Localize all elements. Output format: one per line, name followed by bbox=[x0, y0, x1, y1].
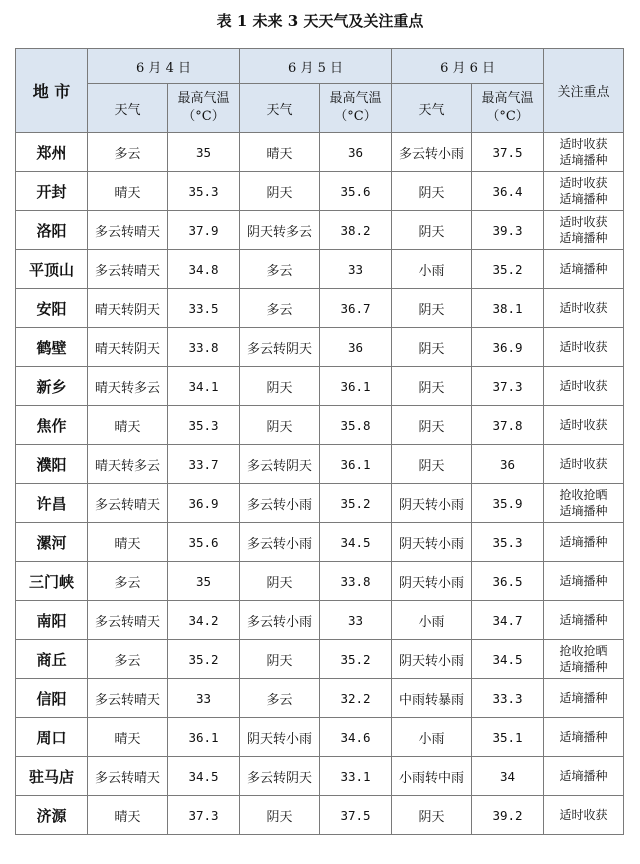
tmax-cell: 36 bbox=[320, 133, 392, 172]
weather-cell: 阴天 bbox=[392, 796, 472, 835]
weather-cell: 阴天转小雨 bbox=[240, 718, 320, 757]
city-cell: 三门峡 bbox=[16, 562, 88, 601]
tmax-cell: 33.8 bbox=[320, 562, 392, 601]
tmax-cell: 33.1 bbox=[320, 757, 392, 796]
city-cell: 周口 bbox=[16, 718, 88, 757]
table-title: 表 1 未来 3 天天气及关注重点 bbox=[216, 12, 424, 30]
focus-item: 适墒播种 bbox=[559, 574, 608, 588]
tmax-cell: 39.2 bbox=[472, 796, 544, 835]
table-row bbox=[16, 796, 624, 835]
weather-cell: 多云 bbox=[88, 133, 168, 172]
tmax-cell: 34.6 bbox=[320, 718, 392, 757]
focus-cell bbox=[544, 250, 624, 289]
tmax-cell: 34.5 bbox=[320, 523, 392, 562]
weather-cell: 阴天转小雨 bbox=[392, 562, 472, 601]
tmax-subheader: 最高气温 （°C） bbox=[168, 84, 240, 133]
focus-cell bbox=[544, 484, 624, 523]
tmax-cell: 34.5 bbox=[472, 640, 544, 679]
focus-cell bbox=[544, 211, 624, 250]
table-row bbox=[16, 172, 624, 211]
weather-subheader: 天气 bbox=[88, 84, 168, 133]
city-cell: 平顶山 bbox=[16, 250, 88, 289]
tmax-subheader: 最高气温 （°C） bbox=[472, 84, 544, 133]
table-row bbox=[16, 133, 624, 172]
city-cell: 南阳 bbox=[16, 601, 88, 640]
weather-cell: 小雨 bbox=[392, 718, 472, 757]
weather-cell: 晴天 bbox=[88, 523, 168, 562]
weather-cell: 多云转晴天 bbox=[88, 484, 168, 523]
weather-cell: 阴天 bbox=[392, 367, 472, 406]
weather-cell: 晴天 bbox=[240, 133, 320, 172]
weather-cell: 晴天 bbox=[88, 172, 168, 211]
weather-cell: 晴天转多云 bbox=[88, 445, 168, 484]
focus-item: 适墒播种 bbox=[559, 504, 608, 518]
weather-cell: 多云 bbox=[240, 679, 320, 718]
weather-cell: 多云 bbox=[88, 562, 168, 601]
weather-cell: 阴天 bbox=[392, 172, 472, 211]
weather-cell: 晴天 bbox=[88, 718, 168, 757]
focus-cell bbox=[544, 796, 624, 835]
weather-cell: 阴天 bbox=[392, 406, 472, 445]
weather-cell: 阴天转小雨 bbox=[392, 484, 472, 523]
tmax-cell: 36.1 bbox=[320, 367, 392, 406]
weather-table bbox=[15, 48, 624, 835]
focus-item: 抢收抢晒 bbox=[559, 644, 608, 658]
weather-cell: 多云转小雨 bbox=[240, 484, 320, 523]
table-row bbox=[16, 757, 624, 796]
focus-cell bbox=[544, 601, 624, 640]
focus-item: 适时收获 bbox=[559, 301, 608, 315]
weather-cell: 小雨 bbox=[392, 601, 472, 640]
focus-cell bbox=[544, 640, 624, 679]
day-header-jun5: 6 月 5 日 bbox=[240, 49, 392, 84]
tmax-cell: 36 bbox=[472, 445, 544, 484]
weather-cell: 晴天转阴天 bbox=[88, 289, 168, 328]
weather-cell: 阴天转小雨 bbox=[392, 640, 472, 679]
tmax-cell: 36.1 bbox=[320, 445, 392, 484]
city-cell: 鹤壁 bbox=[16, 328, 88, 367]
table-row bbox=[16, 211, 624, 250]
weather-cell: 多云转小雨 bbox=[240, 601, 320, 640]
focus-item: 适墒播种 bbox=[559, 730, 608, 744]
weather-cell: 阴天 bbox=[240, 796, 320, 835]
weather-cell: 多云转小雨 bbox=[240, 523, 320, 562]
tmax-cell: 33 bbox=[168, 679, 240, 718]
focus-cell bbox=[544, 406, 624, 445]
weather-cell: 多云转晴天 bbox=[88, 601, 168, 640]
focus-item: 适时收获 bbox=[559, 379, 608, 393]
tmax-cell: 34.7 bbox=[472, 601, 544, 640]
tmax-cell: 35.2 bbox=[472, 250, 544, 289]
focus-item: 适墒播种 bbox=[559, 192, 608, 206]
focus-item: 适墒播种 bbox=[559, 262, 608, 276]
weather-cell: 阴天 bbox=[392, 289, 472, 328]
weather-cell: 阴天 bbox=[240, 172, 320, 211]
weather-cell: 中雨转暴雨 bbox=[392, 679, 472, 718]
table-row bbox=[16, 562, 624, 601]
weather-cell: 多云转阴天 bbox=[240, 328, 320, 367]
weather-cell: 晴天转阴天 bbox=[88, 328, 168, 367]
weather-cell: 多云 bbox=[240, 250, 320, 289]
weather-subheader: 天气 bbox=[392, 84, 472, 133]
weather-cell: 阴天 bbox=[392, 211, 472, 250]
weather-cell: 阴天转小雨 bbox=[392, 523, 472, 562]
city-cell: 焦作 bbox=[16, 406, 88, 445]
tmax-cell: 35.3 bbox=[168, 172, 240, 211]
focus-cell bbox=[544, 718, 624, 757]
tmax-cell: 34.1 bbox=[168, 367, 240, 406]
focus-cell bbox=[544, 328, 624, 367]
focus-cell bbox=[544, 367, 624, 406]
tmax-cell: 37.5 bbox=[472, 133, 544, 172]
weather-cell: 晴天 bbox=[88, 796, 168, 835]
focus-cell bbox=[544, 133, 624, 172]
table-row bbox=[16, 367, 624, 406]
table-row bbox=[16, 601, 624, 640]
city-cell: 济源 bbox=[16, 796, 88, 835]
focus-column-header: 关注重点 bbox=[544, 49, 624, 133]
tmax-cell: 36 bbox=[320, 328, 392, 367]
tmax-cell: 33.7 bbox=[168, 445, 240, 484]
tmax-cell: 36.4 bbox=[472, 172, 544, 211]
weather-cell: 阴天 bbox=[392, 328, 472, 367]
tmax-cell: 35.6 bbox=[320, 172, 392, 211]
table-row bbox=[16, 328, 624, 367]
weather-cell: 阴天 bbox=[392, 445, 472, 484]
tmax-cell: 35 bbox=[168, 133, 240, 172]
table-row bbox=[16, 679, 624, 718]
tmax-cell: 36.7 bbox=[320, 289, 392, 328]
weather-cell: 阴天 bbox=[240, 562, 320, 601]
weather-cell: 多云转阴天 bbox=[240, 445, 320, 484]
tmax-cell: 37.5 bbox=[320, 796, 392, 835]
city-cell: 开封 bbox=[16, 172, 88, 211]
focus-item: 适时收获 bbox=[559, 137, 608, 151]
weather-cell: 多云转晴天 bbox=[88, 757, 168, 796]
tmax-cell: 35.1 bbox=[472, 718, 544, 757]
table-row bbox=[16, 289, 624, 328]
city-cell: 驻马店 bbox=[16, 757, 88, 796]
tmax-cell: 33 bbox=[320, 601, 392, 640]
table-row bbox=[16, 484, 624, 523]
tmax-cell: 36.1 bbox=[168, 718, 240, 757]
tmax-cell: 37.3 bbox=[472, 367, 544, 406]
tmax-cell: 35.2 bbox=[168, 640, 240, 679]
focus-item: 适时收获 bbox=[559, 340, 608, 354]
weather-cell: 晴天 bbox=[88, 406, 168, 445]
focus-cell bbox=[544, 757, 624, 796]
tmax-cell: 33.3 bbox=[472, 679, 544, 718]
weather-cell: 多云转晴天 bbox=[88, 250, 168, 289]
focus-item: 适时收获 bbox=[559, 808, 608, 822]
tmax-cell: 35.8 bbox=[320, 406, 392, 445]
city-cell: 新乡 bbox=[16, 367, 88, 406]
tmax-cell: 35.2 bbox=[320, 484, 392, 523]
weather-cell: 阴天 bbox=[240, 640, 320, 679]
focus-cell bbox=[544, 289, 624, 328]
day-header-jun6: 6 月 6 日 bbox=[392, 49, 544, 84]
tmax-cell: 35 bbox=[168, 562, 240, 601]
weather-cell: 多云转阴天 bbox=[240, 757, 320, 796]
tmax-cell: 35.3 bbox=[168, 406, 240, 445]
weather-cell: 阴天 bbox=[240, 406, 320, 445]
tmax-cell: 38.1 bbox=[472, 289, 544, 328]
weather-cell: 小雨 bbox=[392, 250, 472, 289]
city-column-header: 地 市 bbox=[16, 49, 88, 133]
focus-item: 适时收获 bbox=[559, 176, 608, 190]
tmax-cell: 33.5 bbox=[168, 289, 240, 328]
tmax-cell: 34.2 bbox=[168, 601, 240, 640]
focus-cell bbox=[544, 562, 624, 601]
weather-cell: 多云 bbox=[240, 289, 320, 328]
weather-cell: 晴天转多云 bbox=[88, 367, 168, 406]
focus-item: 适墒播种 bbox=[559, 535, 608, 549]
table-row bbox=[16, 718, 624, 757]
focus-cell bbox=[544, 172, 624, 211]
table-row bbox=[16, 445, 624, 484]
tmax-cell: 38.2 bbox=[320, 211, 392, 250]
weather-cell: 小雨转中雨 bbox=[392, 757, 472, 796]
city-cell: 漯河 bbox=[16, 523, 88, 562]
tmax-cell: 34.8 bbox=[168, 250, 240, 289]
tmax-cell: 33.8 bbox=[168, 328, 240, 367]
weather-cell: 多云转小雨 bbox=[392, 133, 472, 172]
focus-item: 抢收抢晒 bbox=[559, 488, 608, 502]
focus-item: 适墒播种 bbox=[559, 660, 608, 674]
focus-item: 适墒播种 bbox=[559, 613, 608, 627]
table-row bbox=[16, 523, 624, 562]
tmax-cell: 34.5 bbox=[168, 757, 240, 796]
tmax-cell: 34 bbox=[472, 757, 544, 796]
tmax-cell: 36.9 bbox=[472, 328, 544, 367]
city-cell: 信阳 bbox=[16, 679, 88, 718]
tmax-cell: 37.9 bbox=[168, 211, 240, 250]
tmax-cell: 35.3 bbox=[472, 523, 544, 562]
city-cell: 洛阳 bbox=[16, 211, 88, 250]
tmax-cell: 32.2 bbox=[320, 679, 392, 718]
city-cell: 安阳 bbox=[16, 289, 88, 328]
focus-item: 适墒播种 bbox=[559, 691, 608, 705]
city-cell: 郑州 bbox=[16, 133, 88, 172]
focus-item: 适墒播种 bbox=[559, 769, 608, 783]
focus-item: 适时收获 bbox=[559, 215, 608, 229]
focus-item: 适墒播种 bbox=[559, 231, 608, 245]
focus-item: 适时收获 bbox=[559, 418, 608, 432]
tmax-cell: 33 bbox=[320, 250, 392, 289]
city-cell: 商丘 bbox=[16, 640, 88, 679]
tmax-cell: 36.9 bbox=[168, 484, 240, 523]
table-row bbox=[16, 406, 624, 445]
tmax-cell: 37.3 bbox=[168, 796, 240, 835]
weather-cell: 阴天转多云 bbox=[240, 211, 320, 250]
tmax-subheader: 最高气温 （°C） bbox=[320, 84, 392, 133]
tmax-cell: 39.3 bbox=[472, 211, 544, 250]
tmax-cell: 36.5 bbox=[472, 562, 544, 601]
table-row bbox=[16, 640, 624, 679]
tmax-cell: 35.9 bbox=[472, 484, 544, 523]
day-header-jun4: 6 月 4 日 bbox=[88, 49, 240, 84]
weather-cell: 多云转晴天 bbox=[88, 679, 168, 718]
weather-cell: 多云 bbox=[88, 640, 168, 679]
city-cell: 许昌 bbox=[16, 484, 88, 523]
focus-cell bbox=[544, 523, 624, 562]
weather-subheader: 天气 bbox=[240, 84, 320, 133]
table-row bbox=[16, 250, 624, 289]
tmax-cell: 35.6 bbox=[168, 523, 240, 562]
tmax-cell: 37.8 bbox=[472, 406, 544, 445]
focus-item: 适墒播种 bbox=[559, 153, 608, 167]
weather-cell: 阴天 bbox=[240, 367, 320, 406]
weather-cell: 多云转晴天 bbox=[88, 211, 168, 250]
tmax-cell: 35.2 bbox=[320, 640, 392, 679]
city-cell: 濮阳 bbox=[16, 445, 88, 484]
table-body bbox=[16, 133, 624, 835]
focus-item: 适时收获 bbox=[559, 457, 608, 471]
focus-cell bbox=[544, 679, 624, 718]
focus-cell bbox=[544, 445, 624, 484]
